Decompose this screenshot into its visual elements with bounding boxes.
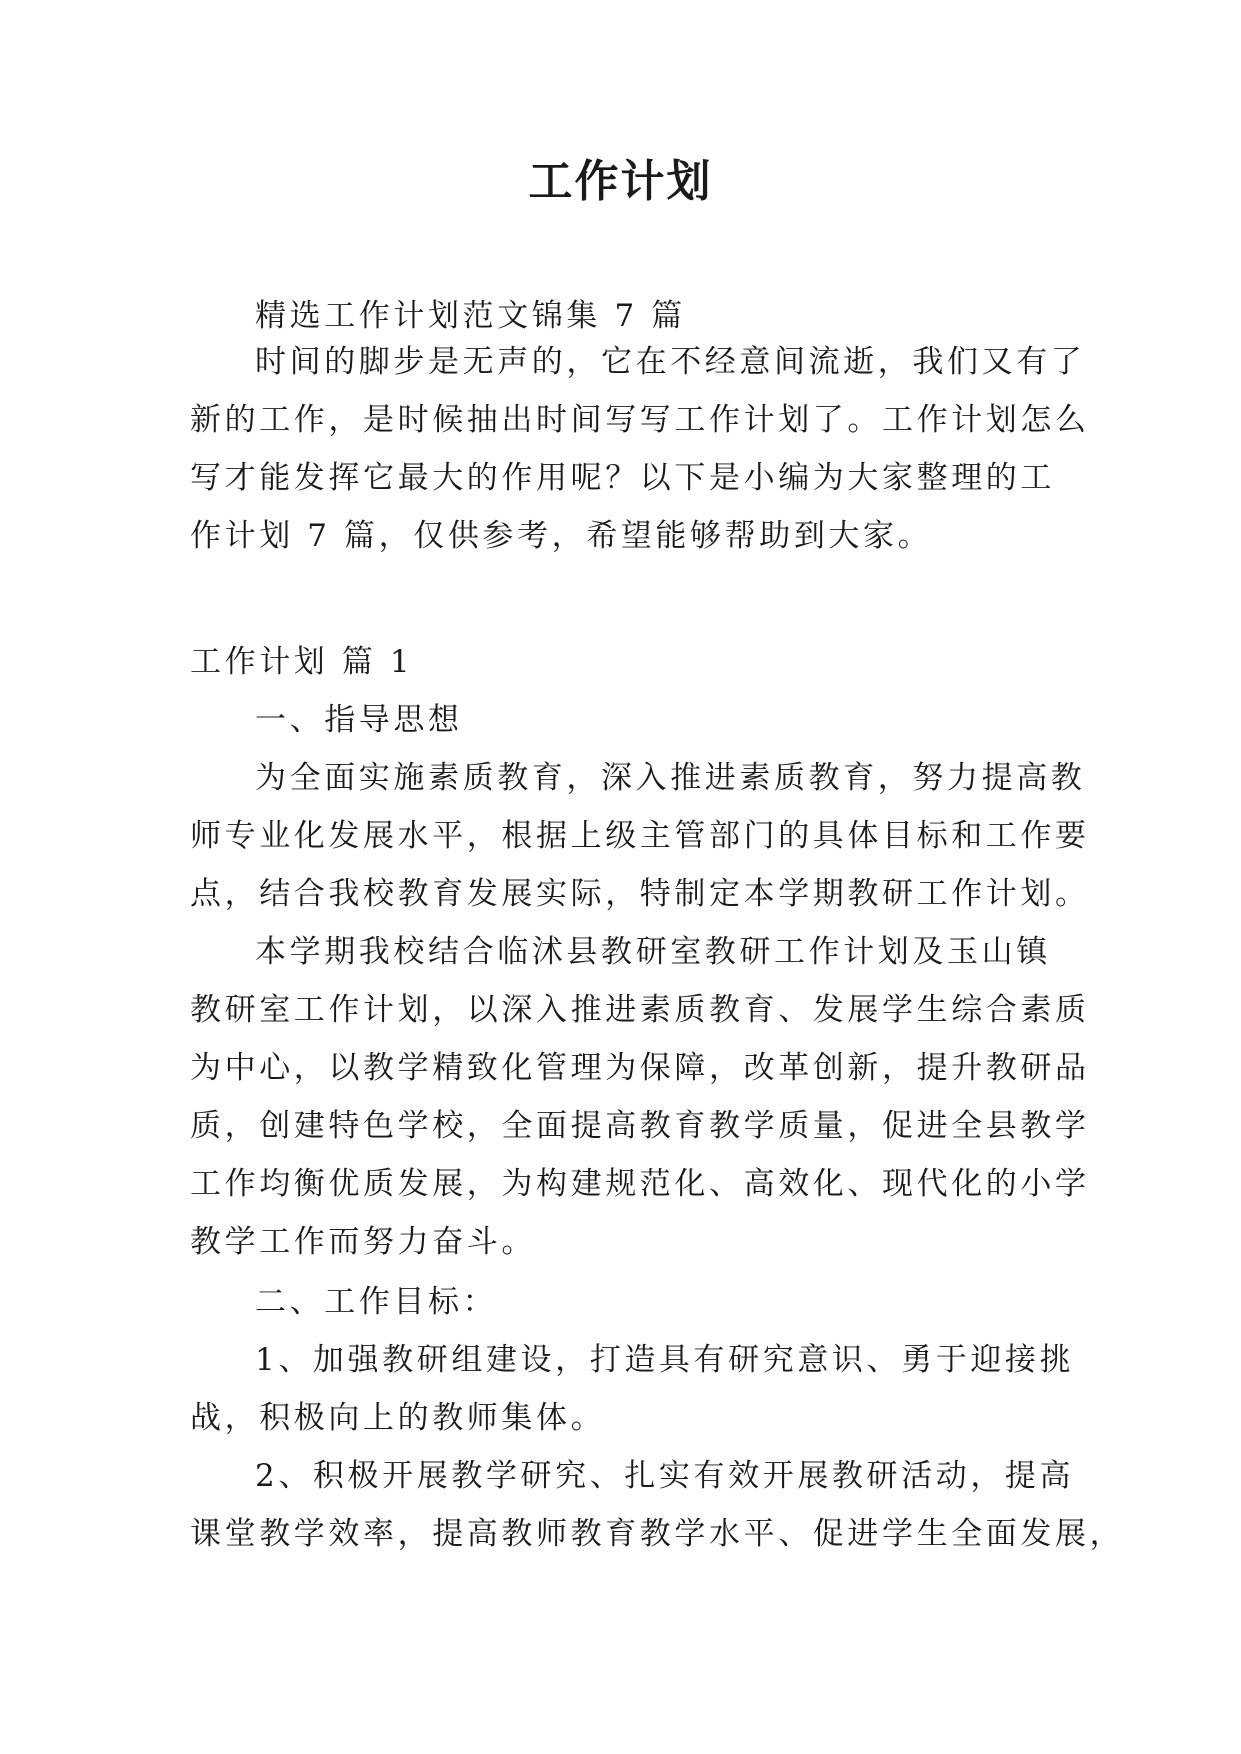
intro-line-1: 时间的脚步是无声的，它在不经意间流逝，我们又有了 [255, 344, 1086, 380]
paragraph-1-line-2: 师专业化发展水平，根据上级主管部门的具体目标和工作要 [190, 818, 1090, 854]
intro-line-4: 作计划 7 篇，仅供参考，希望能够帮助到大家。 [190, 518, 933, 554]
paragraph-1-line-1: 为全面实施素质教育，深入推进素质教育，努力提高教 [255, 760, 1086, 796]
section-heading-1: 工作计划 篇 1 [190, 644, 414, 680]
intro-line-3: 写才能发挥它最大的作用呢？以下是小编为大家整理的工 [190, 460, 1055, 496]
paragraph-2-line-5: 工作均衡优质发展，为构建规范化、高效化、现代化的小学 [190, 1166, 1090, 1202]
paragraph-2-line-1: 本学期我校结合临沭县教研室教研工作计划及玉山镇 [255, 934, 1051, 970]
paragraph-1-line-3: 点，结合我校教育发展实际，特制定本学期教研工作计划。 [190, 876, 1090, 912]
goal-2-line-2: 课堂教学效率，提高教师教育教学水平、促进学生全面发展， [190, 1516, 1125, 1552]
intro-line-2: 新的工作，是时候抽出时间写写工作计划了。工作计划怎么 [190, 402, 1090, 438]
goal-2-line-1: 2、积极开展教学研究、扎实有效开展教研活动，提高 [255, 1458, 1075, 1494]
goal-1-line-1: 1、加强教研组建设，打造具有研究意识、勇于迎接挑 [255, 1342, 1075, 1378]
subheading-guiding-thought: 一、指导思想 [255, 702, 463, 738]
document-title: 工作计划 [528, 156, 713, 207]
paragraph-2-line-4: 质，创建特色学校，全面提高教育教学质量，促进全县教学 [190, 1108, 1090, 1144]
goal-1-line-2: 战，积极向上的教师集体。 [190, 1400, 606, 1436]
subtitle-line: 精选工作计划范文锦集 7 篇 [255, 298, 686, 334]
paragraph-2-line-2: 教研室工作计划，以深入推进素质教育、发展学生综合素质 [190, 992, 1090, 1028]
paragraph-2-line-6: 教学工作而努力奋斗。 [190, 1224, 536, 1260]
paragraph-2-line-3: 为中心，以教学精致化管理为保障，改革创新，提升教研品 [190, 1050, 1090, 1086]
subheading-work-goals: 二、工作目标： [255, 1284, 498, 1320]
